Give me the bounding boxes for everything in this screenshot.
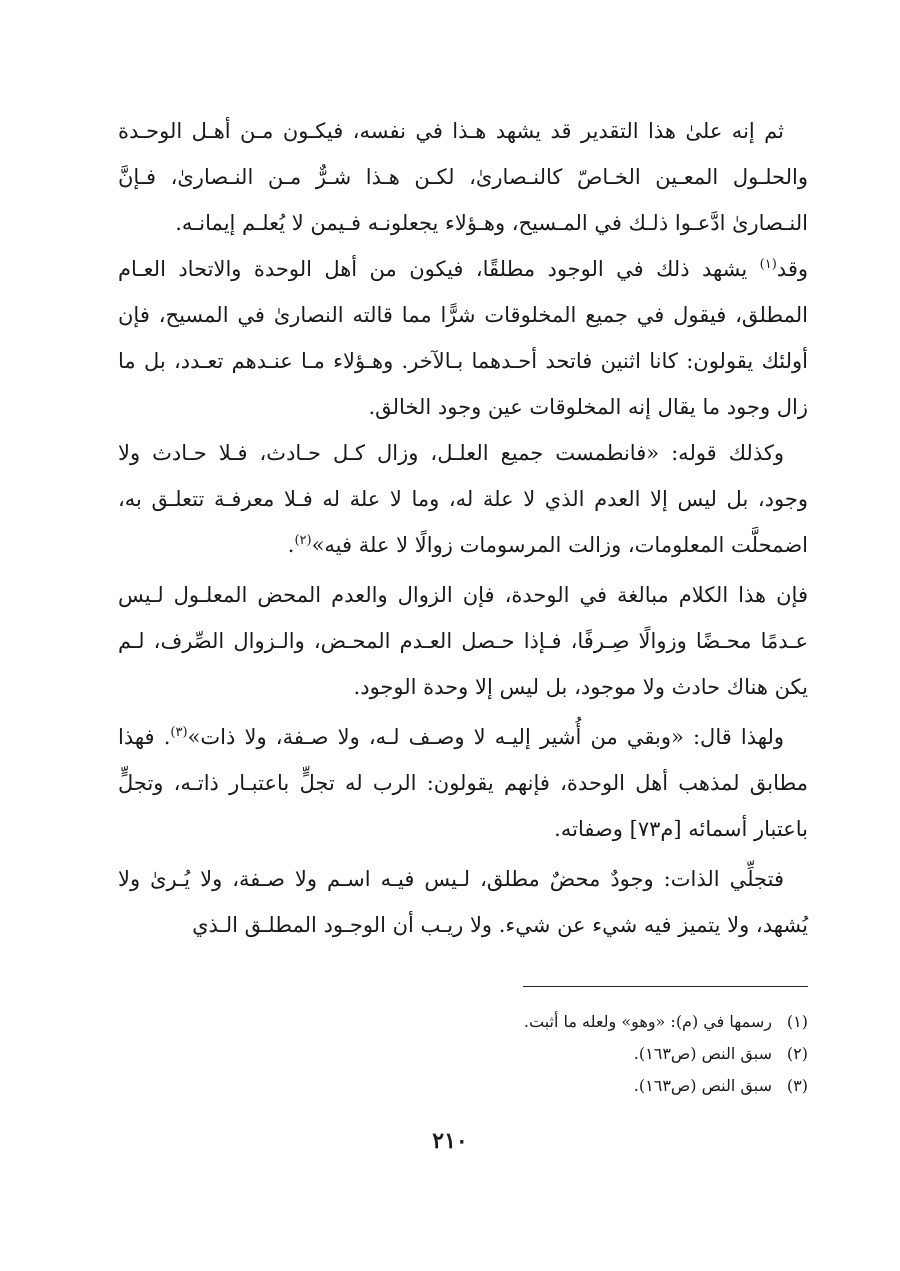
footnote-ref-2[interactable]: (٢)	[294, 533, 312, 548]
footnote-number: (١)	[786, 1012, 808, 1031]
paragraph-5	[118, 714, 808, 852]
paragraph-1: ثم إنه علىٰ هذا التقدير قد يشهد هـذا في نفسه، فيكـون مـن أهـل الوحـدة والحلـول المعـين الخـاصّ كالنـصارىٰ، لكـن هـذا شـرٌّ مـن النـصارىٰ، فـإنَّ النـصارىٰ ادَّعـوا ذلـك في المـسيح، وهـؤلاء يجعلونـه فـيمن لا يُعلـم إيمانـه.	[118, 119, 808, 235]
footnote-ref-1[interactable]: (١)	[759, 257, 777, 272]
footnote-text: سبق النص (ص١٦٣).	[633, 1076, 772, 1095]
paragraph-3-end: .	[287, 533, 295, 557]
footnote-number: (٣)	[786, 1076, 808, 1095]
footnote-2	[308, 1038, 808, 1070]
paragraph-3	[118, 430, 808, 568]
footnote-text: سبق النص (ص١٦٣).	[633, 1044, 772, 1063]
paragraph-2	[118, 246, 808, 430]
footnote-text: رسمها في (م): «وهو» ولعله ما أثبت.	[523, 1012, 772, 1031]
paragraph-2-lead: وقد	[776, 257, 808, 281]
footnote-number: (٢)	[786, 1044, 808, 1063]
footnote-3	[308, 1070, 808, 1102]
footnotes	[308, 1006, 808, 1102]
paragraph-3-body: وكذلك قوله: «فانطمست جميع العلـل، وزال كـل حـادث، فـلا حـادث ولا وجود، بل ليس إلا العدم الذي لا علة له، وما لا علة له فـلا معرفـة تتعلـق به، اضمحلَّت المعلومات، وزالت المرسومات زوالًا لا علة فيه»	[118, 441, 808, 557]
page-number: ٢١٠	[432, 1128, 468, 1154]
footnote-ref-3[interactable]: (٣)	[170, 725, 188, 740]
paragraph-6: فتجلِّي الذات: وجودٌ محضٌ مطلق، لـيس فيـه اسـم ولا صـفة، ولا يُـرىٰ ولا يُشهد، ولا يتميز فيه شيء عن شيء. ولا ريـب أن الوجـود المطلـق الـذي	[118, 867, 808, 937]
footnote-1	[308, 1006, 808, 1038]
paragraph-4: فإن هذا الكلام مبالغة في الوحدة، فإن الزوال والعدم المحض المعلـول لـيس عـدمًا محـضًا وزوالًا صِـرفًا، فـإذا حـصل العـدم المحـض، والـزوال الصِّرف، لـم يكن هناك حادث ولا موجود، بل ليس إلا وحدة الوجود.	[118, 583, 808, 699]
paragraph-5-lead: ولهذا قال: «وبقي من أُشير إليـه لا وصـف لـه، ولا صـفة، ولا ذات»	[187, 725, 784, 749]
paragraph-5-body: . فهذا مطابق لمذهب أهل الوحدة، فإنهم يقولون: الرب له تجلٍّ باعتبـار ذاتـه، وتجلٍّ باعتبار أسمائه [م٧٣] وصفاته.	[118, 725, 808, 841]
paragraph-2-body: يشهد ذلك في الوجود مطلقًا، فيكون من أهل الوحدة والاتحاد العـام المطلق، فيقول في جميع المخلوقات شرًّا مما قالته النصارىٰ في المسيح، فإن أولئك يقولون: كانا اثنين فاتحد أحـدهما بـالآخر. وهـؤلاء مـا عنـدهم تعـدد، بل ما زال وجود ما يقال إنه المخلوقات عين وجود الخالق.	[118, 257, 808, 419]
footnote-separator	[523, 986, 808, 987]
main-text	[118, 108, 808, 948]
